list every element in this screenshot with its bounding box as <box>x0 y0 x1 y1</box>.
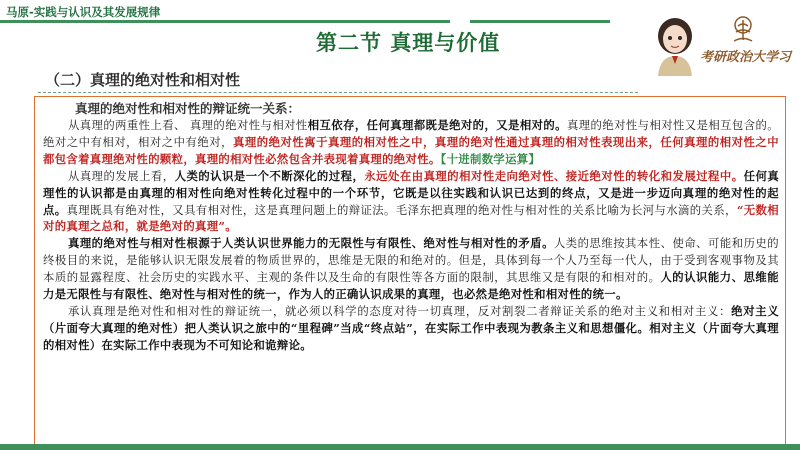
header-divider <box>0 20 450 23</box>
text-span: 承认真理是绝对性和相对性的辩证统一，就必须以科学的态度对待一切真理，反对割裂二者辩证关系的绝对主义和相对主义： <box>67 303 732 318</box>
text-span: 人类的思维按其本性、使命、可能和历史的终极目的来说，是能够认识无限发展着的物质世界的，思维是无限的和绝对的。但是，具体到每一个人乃至每一代人，由于受到客观事物及其本质的显露程度、社会历史的实践水平、主观的条件以及生命的有限性等各方面的限制，其思维又是有限的和相对的。 <box>43 236 779 285</box>
text-span-red: 真理的绝对性寓于真理的相对性之中，真理的绝对性通过真理的相对性表现出来，任何真理的相对性之中都包含着真理绝对性的颗粒，真理的相对性必然包含并表现着真理的绝对性。 <box>43 134 779 166</box>
text-span-bold: 相互依存，任何真理都既是绝对的，又是相对的。 <box>307 118 567 132</box>
paragraph-4 <box>43 303 779 354</box>
section-heading: （二）真理的绝对性和相对性 <box>45 71 241 89</box>
brand-text: 考研政治大学习 <box>700 50 792 65</box>
content-box <box>34 96 786 448</box>
text-span-bold: 绝对主义（片面夸大真理的绝对性）把人类认识之旅中的“里程碑”当成“终点站”，在实际工作中表现为教条主义和思想僵化。相对主义（片面夸大真理的相对性）在实际工作中表现为不可知论和诡辩论。 <box>43 303 780 352</box>
text-span-bold: 人的认识能力、思维能力是无限性与有限性、绝对性与相对性的统一，作为人的正确认识成果的真理，也必然是绝对性和相对性的统一。 <box>43 270 779 302</box>
text-span: 从真理的两重性上看、 真理的绝对性与相对性 <box>67 118 308 132</box>
text-span: 真理既具有绝对性，又具有相对性，这是真理问题上的辩证法。毛泽东把真理的绝对性与相对性的关系比喻为长河与水滴的关系， <box>66 202 737 217</box>
paragraph-2 <box>43 168 779 236</box>
avatar-icon <box>652 14 698 76</box>
footer-bar <box>0 444 800 450</box>
paragraph-3 <box>43 235 779 303</box>
page-title: 第二节 真理与价值 <box>316 30 501 55</box>
text-span-bold: 真理的绝对性与相对性根源于人类认识世界能力的无限性与有限性、绝对性与相对性的矛盾。 <box>67 236 554 251</box>
tree-logo-icon <box>728 14 758 44</box>
box-heading: 真理的绝对性和相对性的辩证统一关系： <box>75 101 301 116</box>
text-span-red: 永远处在由真理的相对性走向绝对性、接近绝对性的转化和发展过程中。 <box>364 168 744 183</box>
text-span: 从真理的发展上看， <box>67 168 175 183</box>
section-divider <box>38 92 638 93</box>
body-text <box>43 117 779 354</box>
text-span-green: 【十进制数学运算】 <box>440 151 541 166</box>
text-span-red: “无数相对的真理之总和，就是绝对的真理”。 <box>43 202 779 234</box>
text-span-bold: 人类的认识是一个不断深化的过程， <box>174 168 365 183</box>
course-label: 马原-实践与认识及其发展规律 <box>6 5 161 19</box>
paragraph-1 <box>43 117 779 168</box>
header-divider-right <box>470 20 610 23</box>
text-span-bold: 任何真理性的认识都是由真理的相对性向绝对性转化过程中的一个环节，它既是以往实践和认识已达到的终点，又是进一步迈向真理的绝对性的起点。 <box>43 168 780 217</box>
text-span: 真理的绝对性与相对性又是相互包含的。绝对之中有相对，相对之中有绝对， <box>43 118 779 149</box>
